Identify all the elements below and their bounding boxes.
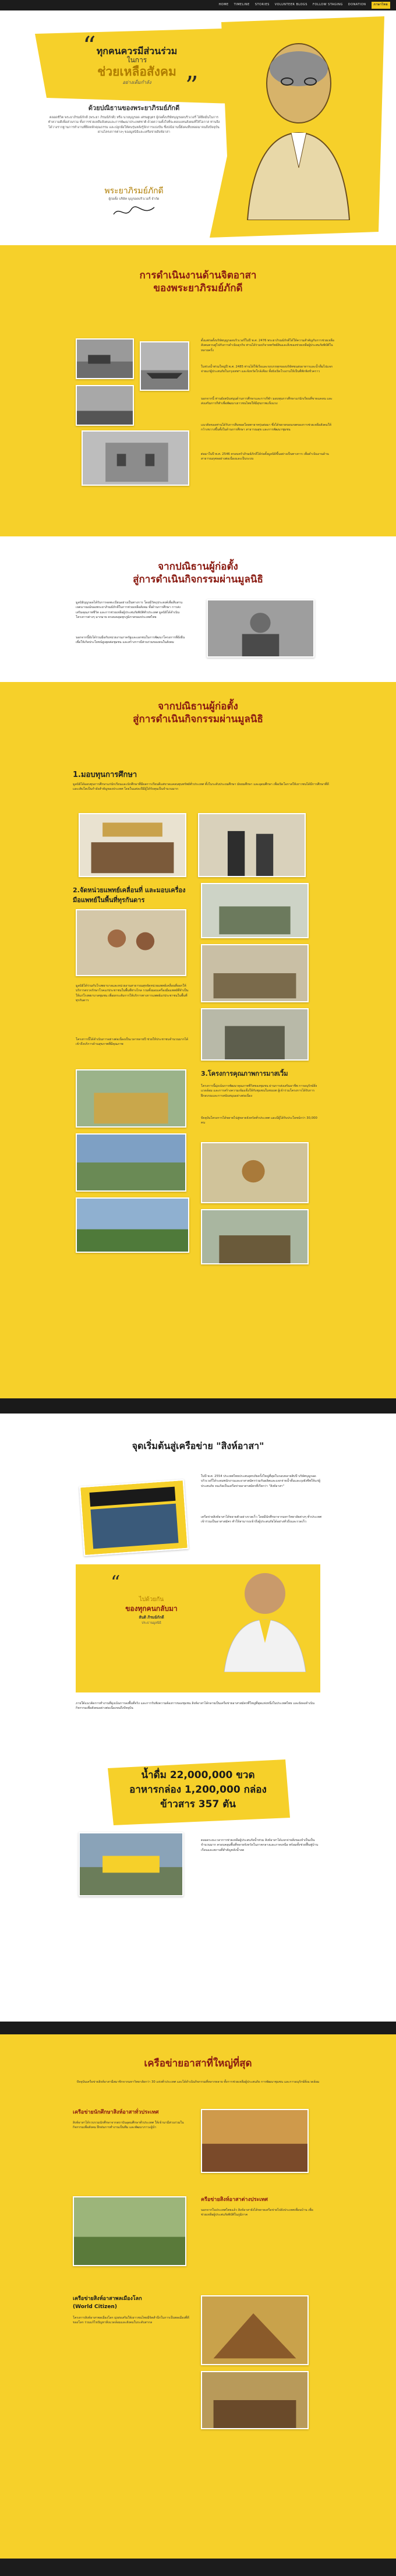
section5-intro: ปัจจุบันเครือข่ายสิงห์อาสามีสมาชิกจากมหาวิทยาลัยกว่า 30 แห่งทั่วประเทศ และได้ดำเนินกิจกรรมที่หลากหลาย ทั้งการช่วยเหลือผู้ประสบภัย การพัฒนาชุมชน และการอนุรักษ์สิ่งแวดล้อม	[76, 2080, 320, 2084]
section1-paragraph5: ต่อมาในปี พ.ศ. 2546 ครอบครัวภิรมย์ภักดีได้ก่อตั้งมูลนิธิขึ้นอย่างเป็นทางการ เพื่อดำเนินงานด้านสาธารณกุศลอย่างต่อเนื่องและเป็นระบบ	[201, 453, 329, 461]
quote-author: สันติ ภิรมย์ภักดี	[139, 1615, 164, 1620]
community-photo-2	[76, 1133, 186, 1192]
quote-open-icon: “	[111, 1571, 121, 1593]
network-international-title: ครือข่ายสิงห์อาสาต่างประเทศ	[201, 2197, 268, 2203]
activity2-title: 2.จัดหน่วยแพทย์เคลื่อนที่ และมอบเครื่องมือแพทย์ในพื้นที่ทุรกันดาร	[73, 886, 186, 904]
medical-photo-2	[201, 883, 309, 938]
medical-photo-3	[201, 944, 309, 1002]
founder-role: ผู้ก่อตั้ง บริษัท บุญรอดบริวเวอรี่ จำกัด	[108, 197, 160, 201]
section3-title-line2: สู่การดำเนินกิจกรรมผ่านมูลนิธิ	[133, 713, 263, 725]
activity2-paragraph: มูลนิธิได้ร่วมกับโรงพยาบาลและหน่วยงานสาธารณสุขจัดหน่วยแพทย์เคลื่อนที่ออกให้บริการตรวจรักษาโรคแก่ประชาชนในพื้นที่ห่างไกล รวมทั้งมอบเครื่องมือแพทย์ที่จำเป็นให้แก่โรงพยาบาลชุมชน เพื่อยกระดับการให้บริการทางการแพทย์แก่ประชาชนในพื้นที่ทุรกันดาร	[76, 984, 189, 1003]
section4-paragraph2: เครือข่ายสิงห์อาสาได้ขยายตัวอย่างรวดเร็ว โดยมีนักศึกษาจากมหาวิทยาลัยต่างๆ ทั่วประเทศเข้าร่วมเป็นอาสาสมัคร ทำให้สามารถเข้าถึงผู้ประสบภัยได้อย่างทั่วถึงและรวดเร็ว	[201, 1515, 322, 1524]
nav-stories[interactable]: STORIES	[254, 3, 270, 7]
section2-paragraph1: มูลนิธิบุญรอดได้รับการจดทะเบียนอย่างเป็นทางการ โดยมีวัตถุประสงค์เพื่อสืบสานเจตนารมณ์ของพระยาภิรมย์ภักดีในการช่วยเหลือสังคม ทั้งด้านการศึกษา การส่งเสริมคุณภาพชีวิต และการช่วยเหลือผู้ประสบภัยพิบัติทั่วประเทศ มูลนิธิได้ดำเนินโครงการต่างๆ มากมาย ครอบคลุมทุกภูมิภาคของประเทศไทย	[76, 601, 183, 620]
nav-timeline[interactable]: TIMELINE	[234, 3, 250, 7]
open-quote-icon: “	[83, 31, 96, 61]
activity1-paragraph: มูลนิธิได้มอบทุนการศึกษาแก่นักเรียนและนักศึกษาที่มีผลการเรียนดีแต่ขาดแคลนทุนทรัพย์ทั่วประเทศ ทั้งในระดับประถมศึกษา มัธยมศึกษา และอุดมศึกษา เพื่อเปิดโอกาสให้เยาวชนได้มีการศึกษาที่ดีและเติบโตเป็นกำลังสำคัญของประเทศ โดยในแต่ละปีมีผู้ได้รับทุนเป็นจำนวนมาก	[73, 783, 329, 791]
close-quote-icon: ”	[185, 71, 199, 101]
quote-line1: ไปด้วยกัน	[139, 1596, 164, 1603]
community-photo-1	[76, 1069, 186, 1128]
flood-relief-photo	[79, 1832, 183, 1896]
singha-volunteer-origin-section	[0, 1398, 396, 2022]
singha-volunteer-poster	[79, 1479, 189, 1556]
activity3-paragraph: โครงการนี้มุ่งเน้นการพัฒนาคุณภาพชีวิตของชุมชน ผ่านการส่งเสริมอาชีพ การอนุรักษ์สิ่งแวดล้อม และการสร้างความเข้มแข็งให้กับชุมชนในชนบท ผู้เข้าร่วมโครงการได้รับการฝึกอบรมและการสนับสนุนอย่างต่อเนื่อง	[201, 1084, 317, 1098]
section2-title-line2: สู่การดำเนินกิจกรรมผ่านมูลนิธิ	[133, 574, 263, 585]
section4-paragraph1: ในปี พ.ศ. 2554 ประเทศไทยประสบอุทกภัยครั้งใหญ่ที่สุดในรอบหลายสิบปี บริษัทบุญรอดบริวเวอรี่ได้ระดมพนักงานและอาสาสมัครร่วมกันผลิตและแจกจ่ายน้ำดื่มและถุงยังชีพให้แก่ผู้ประสบภัย จนเกิดเป็นเครือข่ายอาสาสมัครที่เรียกว่า "สิงห์อาสา"	[201, 1475, 320, 1488]
section2-paragraph2: นอกจากนี้ยังได้ร่วมมือกับหน่วยงานภาครัฐและเอกชนในการพัฒนาโครงการที่ยั่งยืน เพื่อให้เกิดประโยชน์สูงสุดต่อชุมชน และสร้างการมีส่วนร่วมของคนในสังคม	[76, 636, 185, 645]
page-footer	[0, 2559, 396, 2576]
stats-water: น้ำดื่ม 22,000,000 ขวด	[141, 1769, 255, 1781]
nav-home[interactable]: HOME	[218, 3, 229, 7]
historical-photo-boat	[140, 341, 189, 391]
founder-signature	[111, 203, 157, 220]
historical-photo-building	[82, 430, 189, 486]
community-photo-4	[76, 1197, 189, 1253]
community-photo-3	[201, 1142, 309, 1203]
hero-title-line1: ทุกคนควรมีส่วนร่วม	[96, 45, 178, 56]
network-international-paragraph: นอกจากในประเทศไทยแล้ว สิงห์อาสายังได้ขยายเครือข่ายไปยังประเทศเพื่อนบ้าน เพื่อช่วยเหลือผู้ประสบภัยพิบัติในภูมิภาค	[201, 2208, 313, 2217]
network-students-paragraph: สิงห์อาสาได้รวบรวมนักศึกษาจากสถาบันอุดมศึกษาทั่วประเทศ ให้เข้ามามีส่วนร่วมในกิจกรรมเพื่อสังคม ฝึกฝนการทำงานเป็นทีม และพัฒนาภาวะผู้นำ	[73, 2121, 184, 2130]
nav-volunteer-blogs[interactable]: VOLUNTEER BLOGS	[274, 3, 307, 7]
international-network-photo	[73, 2196, 186, 2266]
section4-title: จุดเริ่มต้นสู่เครือข่าย "สิงห์อาสา"	[132, 1440, 264, 1451]
students-network-photo	[201, 2109, 309, 2173]
section1-title-line2: ของพระยาภิรมย์ภักดี	[153, 282, 243, 294]
historical-photo-crowd	[76, 385, 134, 426]
hero-title-line2: ในการ	[126, 56, 147, 64]
largest-network-section	[0, 2022, 396, 2559]
section1-paragraph1: ตั้งแต่ก่อตั้งบริษัทบุญรอดบริวเวอรี่ในปี พ.ศ. 2476 พระยาภิรมย์ภักดีได้ให้ความสำคัญกับการช่วยเหลือสังคมควบคู่ไปกับการดำเนินธุรกิจ ท่านได้ร่วมบริจาคทรัพย์สินและสิ่งของช่วยเหลือผู้ประสบภัยพิบัติในหลายครั้ง	[201, 339, 334, 352]
hero-subtitle: ด้วยปณิธานของพระยาภิรมย์ภักดี	[88, 104, 180, 112]
section1-title-line1: การดำเนินงานด้านจิตอาสา	[139, 270, 257, 281]
stats-food: อาหารกล่อง 1,200,000 กล่อง	[129, 1784, 267, 1796]
section1-paragraph4: แนวคิดของท่านได้รับการสืบทอดโดยทายาทรุ่นต่อมา ซึ่งได้ขยายขอบเขตของการช่วยเหลือสังคมให้กว้างขวางขึ้นทั้งในด้านการศึกษา สาธารณสุข และการพัฒนาชุมชน	[201, 423, 332, 432]
language-switch[interactable]: ภาษาไทย	[372, 2, 390, 9]
section2-title-line1: จากปณิธานผู้ก่อตั้ง	[158, 561, 238, 573]
hero-section	[0, 10, 396, 245]
section4-paragraph4: ตลอดระยะเวลาการช่วยเหลือผู้ประสบภัยน้ำท่วม สิงห์อาสาได้แจกจ่ายสิ่งของจำเป็นเป็นจำนวนมาก ครอบคลุมพื้นที่หลายจังหวัดในภาคกลางและภาคเหนือ พร้อมทั้งช่วยฟื้นฟูบ้านเรือนและสถานที่สำคัญหลังน้ำลด	[201, 1839, 319, 1852]
medical-photo-1	[76, 909, 186, 976]
activity3-paragraph-b: ปัจจุบันโครงการได้ขยายไปสู่หลายจังหวัดทั่วประเทศ และมีผู้ได้รับประโยชน์กว่า 30,000 คน	[201, 1116, 317, 1125]
world-citizen-photo-2	[201, 2371, 309, 2429]
world-citizen-subtitle: (World Citizen)	[73, 2304, 117, 2310]
world-citizen-photo-1	[201, 2295, 309, 2365]
top-nav	[0, 0, 396, 10]
hero-body-text: ตลอดชีวิต พระยาภิรมย์ภักดี (พระยา ภิรมย์ภักดี) หรือ นายบุญรอด เศรษฐบุตร ผู้ก่อตั้งบริษัทบุญรอดบริวเวอรี่ ได้ยึดมั่นในการทำความดีเพื่อส่วนรวม ทั้งการช่วยเหลือสังคมและการพัฒนาประเทศชาติ ด้วยความตั้งใจที่จะตอบแทนสังคมที่ให้โอกาส ท่านจึงได้วางรากฐานการทำงานที่ยึดหลักคุณธรรม และปลูกฝังให้คนรุ่นหลังรู้จักการแบ่งปัน ซึ่งปณิธานนี้ยังคงสืบทอดมาจนถึงปัจจุบันผ่านโครงการต่างๆ ของมูลนิธิและเครือข่ายสิงห์อาสา	[48, 116, 220, 134]
quote-line2: ของทุกคนกลับมา	[125, 1605, 178, 1613]
hero-title-line4: อย่างเต็มกำลัง	[122, 80, 151, 85]
quote-author-role: ประธานมูลนิธิ	[142, 1621, 161, 1625]
scholarship-photo-2	[198, 813, 306, 877]
world-citizen-paragraph: โครงการสิงห์อาสาพลเมืองโลก มุ่งส่งเสริมให้เยาวชนไทยมีจิตสำนึกในการเป็นพลเมืองที่ดีของโลก ร่วมแก้ไขปัญหาสิ่งแวดล้อมและสังคมในระดับสากล	[73, 2316, 189, 2325]
foundation-photo	[207, 599, 314, 658]
hero-title-line3: ช่วยเหลือสังคม	[97, 65, 176, 79]
section1-paragraph3: นอกจากนี้ ท่านยังสนับสนุนด้านการศึกษาและการกีฬา มอบทุนการศึกษาแก่นักเรียนที่ขาดแคลน และส่งเสริมการกีฬาเพื่อพัฒนาเยาวชนไทยให้มีสุขภาพแข็งแรง	[201, 397, 333, 406]
activity3-title: 3.โครงการคุณภาพการมาสเวิ้ม	[201, 1070, 288, 1077]
section4-paragraph3: ภายใต้แนวคิดการทำงานที่มุ่งเน้นการลงพื้นที่จริง และการรับฟังความต้องการของชุมชน สิงห์อาสาได้กลายเป็นเครือข่ายอาสาสมัครที่ใหญ่ที่สุดแห่งหนึ่งในประเทศไทย และยังคงดำเนินกิจกรรมเพื่อสังคมอย่างต่อเนื่องจนถึงปัจจุบัน	[76, 1702, 314, 1711]
section1-paragraph2: ในช่วงน้ำท่วมใหญ่ปี พ.ศ. 2485 ท่านได้ใช้เรือและรถบรรทุกของบริษัทขนส่งอาหารและน้ำดื่มไปแจกจ่ายแก่ผู้ประสบภัยในกรุงเทพฯ และจังหวัดใกล้เคียง ทั้งยังเปิดโรงงานให้เป็นที่พักพิงชั่วคราว	[201, 365, 333, 374]
community-photo-5	[201, 1209, 309, 1264]
chairman-portrait	[218, 1561, 312, 1672]
world-citizen-title: เครือข่ายสิงห์อาสาพลเมืองโลก	[73, 2296, 142, 2302]
activity2-paragraph-b: โครงการนี้ได้ดำเนินการอย่างต่อเนื่องเป็นเวลาหลายปี ช่วยให้ประชาชนจำนวนมากได้เข้าถึงบริการด้านสุขภาพที่มีคุณภาพ	[76, 1038, 189, 1047]
stats-rice: ข้าวสาร 357 ตัน	[160, 1798, 236, 1810]
section3-title-line1: จากปณิธานผู้ก่อตั้ง	[158, 701, 238, 712]
network-students-title: เครือข่ายนักศึกษาสิงห์อาสาทั่วประเทศ	[73, 2109, 159, 2115]
nav-follow[interactable]: FOLLOW STAGING	[312, 3, 343, 7]
foundation-intro-section	[0, 536, 396, 682]
founder-portrait	[236, 28, 361, 220]
section-divider-brush	[0, 1398, 396, 1414]
scholarship-photo-1	[79, 813, 186, 877]
foundation-activities-section	[0, 682, 396, 1398]
founder-work-section	[0, 245, 396, 536]
section5-title: เครือข่ายอาสาที่ใหญ่ที่สุด	[144, 2058, 252, 2069]
historical-photo-flood	[76, 338, 134, 379]
section5-divider-brush	[0, 2022, 396, 2034]
nav-donation[interactable]: DONATION	[348, 3, 366, 7]
medical-photo-4	[201, 1008, 309, 1061]
activity1-title: 1.มอบทุนการศึกษา	[73, 771, 137, 779]
founder-name: พระยาภิรมย์ภักดี	[104, 186, 164, 196]
